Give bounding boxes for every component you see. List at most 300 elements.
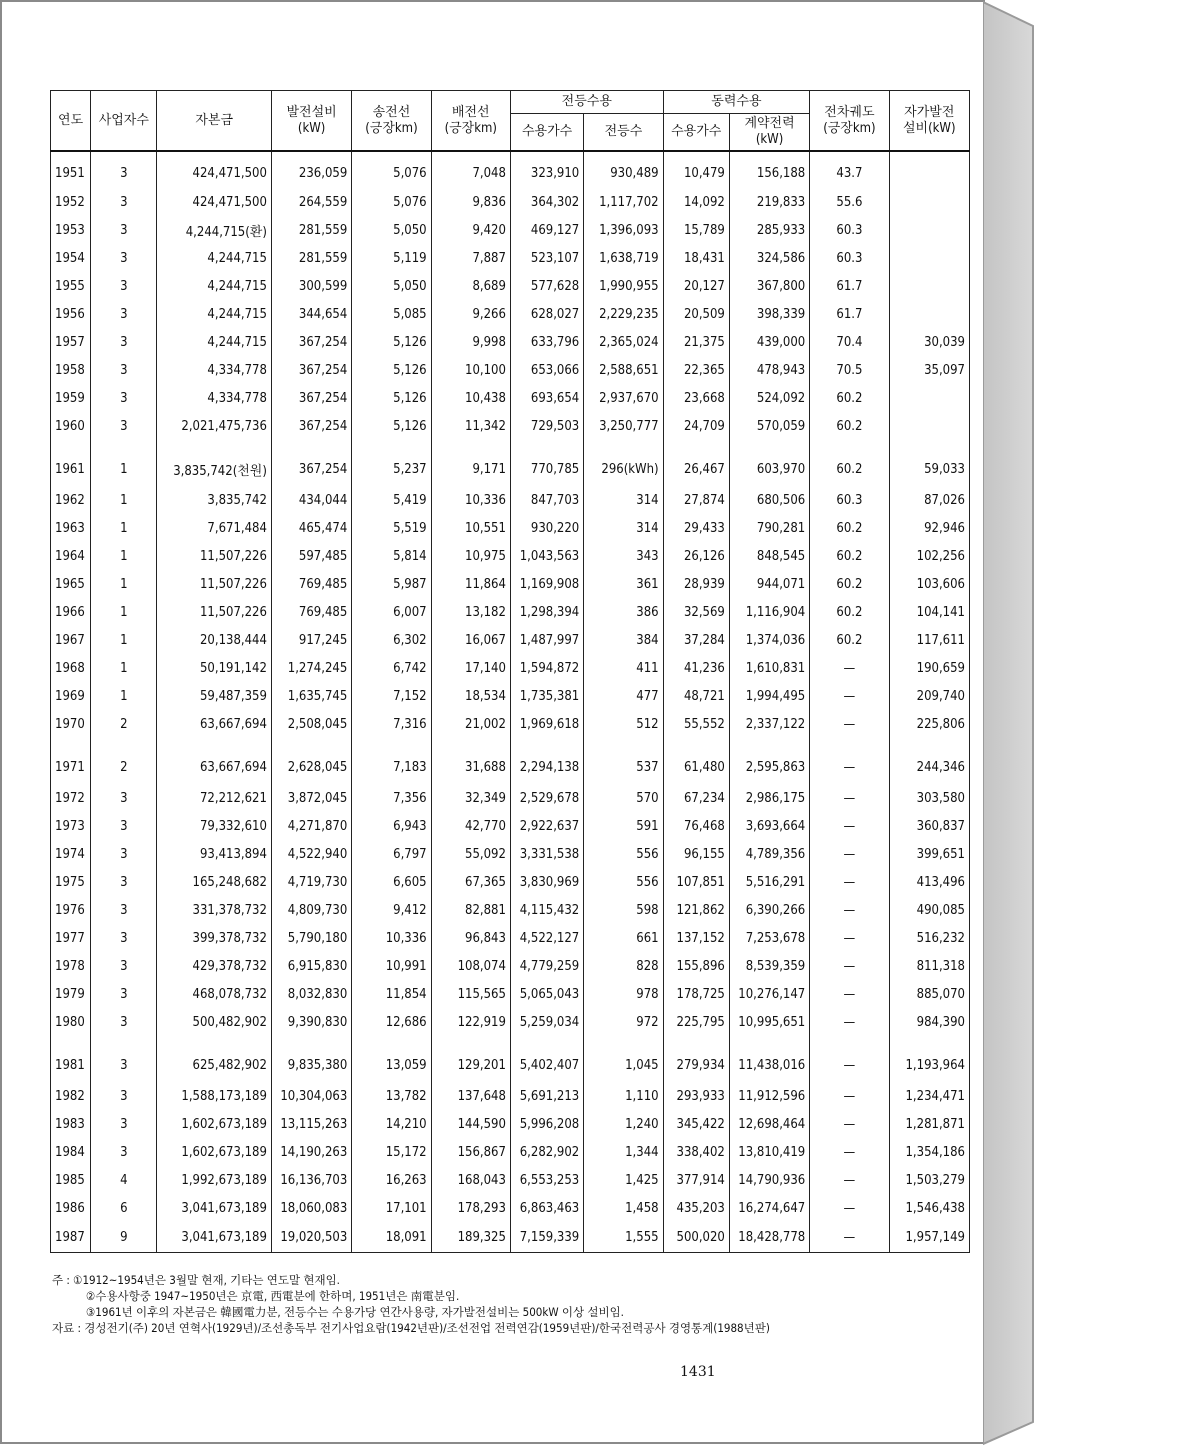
table-header <box>51 91 970 152</box>
table-row <box>51 626 970 654</box>
cell-power-customers: 27,874 <box>663 486 729 514</box>
cell-generation: 344,654 <box>271 300 351 328</box>
cell-operators: 3 <box>91 272 157 300</box>
cell-lighting-lamps: 314 <box>584 514 663 542</box>
table-row <box>51 1036 970 1082</box>
page-number: 1431 <box>680 1364 716 1380</box>
cell-private-gen: 225,806 <box>889 710 969 738</box>
cell-transmission: 5,237 <box>352 440 431 486</box>
cell-distribution: 10,100 <box>431 356 510 384</box>
cell-capital: 625,482,902 <box>157 1036 271 1082</box>
cell-tram: — <box>810 710 889 738</box>
cell-lighting-lamps: 477 <box>584 682 663 710</box>
cell-distribution: 55,092 <box>431 840 510 868</box>
cell-generation: 14,190,263 <box>271 1138 351 1166</box>
cell-lighting-lamps: 828 <box>584 952 663 980</box>
cell-private-gen: 244,346 <box>889 738 969 784</box>
cell-transmission: 5,050 <box>352 216 431 244</box>
cell-lighting-customers: 1,594,872 <box>510 654 583 682</box>
cell-lighting-customers: 633,796 <box>510 328 583 356</box>
col-private-gen: 자가발전 설비(kW) <box>889 91 969 152</box>
cell-operators: 4 <box>91 1166 157 1194</box>
cell-tram: — <box>810 682 889 710</box>
cell-transmission: 5,126 <box>352 328 431 356</box>
col-generation: 발전설비 (kW) <box>271 91 351 152</box>
table-row <box>51 710 970 738</box>
cell-lighting-lamps: 598 <box>584 896 663 924</box>
cell-operators: 3 <box>91 1036 157 1082</box>
cell-operators: 3 <box>91 868 157 896</box>
cell-operators: 3 <box>91 1082 157 1110</box>
cell-private-gen: 1,354,186 <box>889 1138 969 1166</box>
cell-capital: 424,471,500 <box>157 151 271 188</box>
cell-generation: 281,559 <box>271 244 351 272</box>
cell-lighting-customers: 577,628 <box>510 272 583 300</box>
cell-power-customers: 67,234 <box>663 784 729 812</box>
cell-power-contract: 14,790,936 <box>729 1166 809 1194</box>
cell-lighting-customers: 693,654 <box>510 384 583 412</box>
cell-power-contract: 398,339 <box>729 300 809 328</box>
cell-lighting-customers: 469,127 <box>510 216 583 244</box>
cell-capital: 7,671,484 <box>157 514 271 542</box>
col-power-customers: 수용가수 <box>663 114 729 152</box>
cell-transmission: 9,412 <box>352 896 431 924</box>
cell-distribution: 11,342 <box>431 412 510 440</box>
cell-capital: 1,602,673,189 <box>157 1110 271 1138</box>
cell-lighting-customers: 364,302 <box>510 188 583 216</box>
col-tram: 전차궤도 (긍장km) <box>810 91 889 152</box>
cell-generation: 264,559 <box>271 188 351 216</box>
cell-power-customers: 435,203 <box>663 1194 729 1222</box>
cell-distribution: 21,002 <box>431 710 510 738</box>
cell-power-contract: 848,545 <box>729 542 809 570</box>
col-transmission: 송전선 (긍장km) <box>352 91 431 152</box>
cell-power-customers: 37,284 <box>663 626 729 654</box>
cell-capital: 500,482,902 <box>157 1008 271 1036</box>
cell-tram: 60.2 <box>810 570 889 598</box>
cell-operators: 3 <box>91 1138 157 1166</box>
cell-power-contract: 10,276,147 <box>729 980 809 1008</box>
cell-operators: 3 <box>91 924 157 952</box>
cell-power-contract: 1,116,904 <box>729 598 809 626</box>
cell-generation: 367,254 <box>271 412 351 440</box>
cell-power-contract: 1,610,831 <box>729 654 809 682</box>
cell-distribution: 137,648 <box>431 1082 510 1110</box>
cell-private-gen: 360,837 <box>889 812 969 840</box>
cell-year: 1981 <box>51 1036 91 1082</box>
cell-lighting-lamps: 384 <box>584 626 663 654</box>
cell-distribution: 17,140 <box>431 654 510 682</box>
cell-generation: 4,271,870 <box>271 812 351 840</box>
table-row <box>51 328 970 356</box>
cell-generation: 1,274,245 <box>271 654 351 682</box>
cell-tram: — <box>810 896 889 924</box>
cell-generation: 19,020,503 <box>271 1222 351 1253</box>
cell-power-customers: 20,509 <box>663 300 729 328</box>
cell-generation: 281,559 <box>271 216 351 244</box>
cell-transmission: 5,126 <box>352 412 431 440</box>
cell-transmission: 5,419 <box>352 486 431 514</box>
cell-tram: — <box>810 812 889 840</box>
cell-tram: 61.7 <box>810 272 889 300</box>
cell-power-customers: 500,020 <box>663 1222 729 1253</box>
cell-tram: 60.2 <box>810 542 889 570</box>
col-power-contract: 계약전력 (kW) <box>729 114 809 152</box>
cell-generation: 367,254 <box>271 356 351 384</box>
cell-lighting-customers: 7,159,339 <box>510 1222 583 1253</box>
table-row <box>51 1138 970 1166</box>
cell-operators: 1 <box>91 542 157 570</box>
cell-capital: 4,334,778 <box>157 384 271 412</box>
cell-transmission: 13,782 <box>352 1082 431 1110</box>
cell-distribution: 115,565 <box>431 980 510 1008</box>
cell-power-customers: 137,152 <box>663 924 729 952</box>
cell-capital: 468,078,732 <box>157 980 271 1008</box>
table-row <box>51 980 970 1008</box>
cell-year: 1979 <box>51 980 91 1008</box>
cell-transmission: 6,605 <box>352 868 431 896</box>
table-row <box>51 300 970 328</box>
cell-power-contract: 8,539,359 <box>729 952 809 980</box>
cell-power-customers: 225,795 <box>663 1008 729 1036</box>
cell-lighting-customers: 6,553,253 <box>510 1166 583 1194</box>
cell-transmission: 5,126 <box>352 384 431 412</box>
cell-power-customers: 18,431 <box>663 244 729 272</box>
cell-lighting-customers: 1,298,394 <box>510 598 583 626</box>
cell-distribution: 10,438 <box>431 384 510 412</box>
cell-private-gen: 811,318 <box>889 952 969 980</box>
cell-power-contract: 5,516,291 <box>729 868 809 896</box>
table-row <box>51 216 970 244</box>
cell-distribution: 18,534 <box>431 682 510 710</box>
cell-lighting-customers: 847,703 <box>510 486 583 514</box>
cell-tram: — <box>810 738 889 784</box>
cell-capital: 50,191,142 <box>157 654 271 682</box>
cell-private-gen: 490,085 <box>889 896 969 924</box>
cell-lighting-customers: 5,065,043 <box>510 980 583 1008</box>
cell-lighting-customers: 5,402,407 <box>510 1036 583 1082</box>
cell-tram: — <box>810 1166 889 1194</box>
cell-capital: 3,041,673,189 <box>157 1222 271 1253</box>
cell-year: 1954 <box>51 244 91 272</box>
cell-power-contract: 570,059 <box>729 412 809 440</box>
cell-capital: 429,378,732 <box>157 952 271 980</box>
cell-power-customers: 279,934 <box>663 1036 729 1082</box>
cell-lighting-customers: 3,830,969 <box>510 868 583 896</box>
cell-operators: 3 <box>91 980 157 1008</box>
cell-distribution: 11,864 <box>431 570 510 598</box>
cell-power-customers: 338,402 <box>663 1138 729 1166</box>
notes <box>52 1272 982 1336</box>
cell-year: 1967 <box>51 626 91 654</box>
cell-lighting-customers: 5,691,213 <box>510 1082 583 1110</box>
cell-capital: 72,212,621 <box>157 784 271 812</box>
cell-power-contract: 7,253,678 <box>729 924 809 952</box>
cell-operators: 3 <box>91 188 157 216</box>
cell-capital: 1,992,673,189 <box>157 1166 271 1194</box>
cell-lighting-customers: 2,294,138 <box>510 738 583 784</box>
cell-distribution: 9,171 <box>431 440 510 486</box>
cell-generation: 6,915,830 <box>271 952 351 980</box>
cell-tram: — <box>810 980 889 1008</box>
cell-power-customers: 107,851 <box>663 868 729 896</box>
cell-power-contract: 2,595,863 <box>729 738 809 784</box>
cell-transmission: 5,076 <box>352 188 431 216</box>
cell-year: 1986 <box>51 1194 91 1222</box>
cell-power-contract: 6,390,266 <box>729 896 809 924</box>
cell-year: 1973 <box>51 812 91 840</box>
cell-distribution: 10,551 <box>431 514 510 542</box>
cell-year: 1951 <box>51 151 91 188</box>
cell-generation: 8,032,830 <box>271 980 351 1008</box>
cell-year: 1963 <box>51 514 91 542</box>
cell-operators: 3 <box>91 784 157 812</box>
cell-power-contract: 18,428,778 <box>729 1222 809 1253</box>
cell-distribution: 10,975 <box>431 542 510 570</box>
cell-distribution: 156,867 <box>431 1138 510 1166</box>
cell-private-gen <box>889 244 969 272</box>
cell-operators: 1 <box>91 598 157 626</box>
cell-lighting-customers: 1,735,381 <box>510 682 583 710</box>
cell-transmission: 6,943 <box>352 812 431 840</box>
cell-power-contract: 478,943 <box>729 356 809 384</box>
cell-transmission: 6,007 <box>352 598 431 626</box>
cell-generation: 367,254 <box>271 440 351 486</box>
cell-power-contract: 2,986,175 <box>729 784 809 812</box>
cell-distribution: 144,590 <box>431 1110 510 1138</box>
cell-private-gen: 117,611 <box>889 626 969 654</box>
cell-private-gen <box>889 412 969 440</box>
cell-power-contract: 367,800 <box>729 272 809 300</box>
table-row <box>51 1110 970 1138</box>
cell-power-contract: 16,274,647 <box>729 1194 809 1222</box>
cell-transmission: 13,059 <box>352 1036 431 1082</box>
cell-lighting-customers: 2,922,637 <box>510 812 583 840</box>
col-lighting-customers: 수용가수 <box>510 114 583 152</box>
col-operators: 사업자수 <box>91 91 157 152</box>
cell-private-gen: 190,659 <box>889 654 969 682</box>
cell-private-gen: 303,580 <box>889 784 969 812</box>
table-row <box>51 868 970 896</box>
table-row <box>51 440 970 486</box>
cell-tram: — <box>810 1036 889 1082</box>
table-row <box>51 188 970 216</box>
cell-tram: 60.3 <box>810 216 889 244</box>
cell-operators: 1 <box>91 514 157 542</box>
cell-operators: 1 <box>91 440 157 486</box>
cell-tram: 60.2 <box>810 626 889 654</box>
cell-lighting-customers: 523,107 <box>510 244 583 272</box>
note-2: ②수용사항중 1947~1950년은 京電, 西電분에 한하며, 1951년은 南電분임. <box>86 1289 460 1303</box>
cell-lighting-customers: 1,169,908 <box>510 570 583 598</box>
cell-lighting-customers: 6,282,902 <box>510 1138 583 1166</box>
page-thickness-edge <box>983 0 1037 1446</box>
cell-operators: 3 <box>91 812 157 840</box>
cell-power-customers: 10,479 <box>663 151 729 188</box>
cell-lighting-lamps: 930,489 <box>584 151 663 188</box>
cell-private-gen: 30,039 <box>889 328 969 356</box>
cell-capital: 59,487,359 <box>157 682 271 710</box>
cell-power-customers: 32,569 <box>663 598 729 626</box>
cell-capital: 4,244,715 <box>157 300 271 328</box>
cell-transmission: 7,356 <box>352 784 431 812</box>
cell-power-customers: 24,709 <box>663 412 729 440</box>
table-row <box>51 244 970 272</box>
cell-tram: 43.7 <box>810 151 889 188</box>
cell-transmission: 16,263 <box>352 1166 431 1194</box>
cell-distribution: 8,689 <box>431 272 510 300</box>
cell-private-gen <box>889 188 969 216</box>
cell-private-gen: 516,232 <box>889 924 969 952</box>
cell-transmission: 5,519 <box>352 514 431 542</box>
cell-year: 1952 <box>51 188 91 216</box>
col-group-lighting: 전등수용 <box>510 91 663 114</box>
cell-year: 1955 <box>51 272 91 300</box>
cell-lighting-lamps: 556 <box>584 868 663 896</box>
cell-transmission: 7,316 <box>352 710 431 738</box>
cell-operators: 3 <box>91 300 157 328</box>
cell-distribution: 9,420 <box>431 216 510 244</box>
cell-capital: 20,138,444 <box>157 626 271 654</box>
cell-power-customers: 55,552 <box>663 710 729 738</box>
cell-private-gen: 399,651 <box>889 840 969 868</box>
cell-year: 1974 <box>51 840 91 868</box>
cell-power-customers: 22,365 <box>663 356 729 384</box>
note-1: 주 : ①1912~1954년은 3월말 현재, 기타는 연도말 현재임. <box>52 1273 340 1287</box>
cell-lighting-customers: 1,043,563 <box>510 542 583 570</box>
cell-transmission: 6,302 <box>352 626 431 654</box>
cell-distribution: 7,048 <box>431 151 510 188</box>
cell-tram: 60.2 <box>810 412 889 440</box>
table-row <box>51 1082 970 1110</box>
cell-lighting-lamps: 2,365,024 <box>584 328 663 356</box>
cell-generation: 2,628,045 <box>271 738 351 784</box>
cell-tram: 55.6 <box>810 188 889 216</box>
cell-generation: 769,485 <box>271 570 351 598</box>
cell-lighting-lamps: 411 <box>584 654 663 682</box>
cell-transmission: 5,076 <box>352 151 431 188</box>
cell-transmission: 5,814 <box>352 542 431 570</box>
cell-private-gen <box>889 300 969 328</box>
cell-year: 1977 <box>51 924 91 952</box>
cell-capital: 63,667,694 <box>157 710 271 738</box>
cell-private-gen <box>889 384 969 412</box>
cell-tram: — <box>810 868 889 896</box>
cell-generation: 367,254 <box>271 328 351 356</box>
cell-capital: 4,244,715 <box>157 244 271 272</box>
cell-power-customers: 28,939 <box>663 570 729 598</box>
col-year: 연도 <box>51 91 91 152</box>
cell-power-contract: 944,071 <box>729 570 809 598</box>
cell-distribution: 32,349 <box>431 784 510 812</box>
cell-year: 1957 <box>51 328 91 356</box>
cell-tram: — <box>810 840 889 868</box>
cell-generation: 4,522,940 <box>271 840 351 868</box>
table-row <box>51 412 970 440</box>
cell-lighting-lamps: 1,110 <box>584 1082 663 1110</box>
cell-year: 1971 <box>51 738 91 784</box>
cell-capital: 4,334,778 <box>157 356 271 384</box>
cell-lighting-lamps: 1,638,719 <box>584 244 663 272</box>
cell-power-contract: 285,933 <box>729 216 809 244</box>
cell-lighting-lamps: 556 <box>584 840 663 868</box>
cell-transmission: 5,050 <box>352 272 431 300</box>
cell-lighting-lamps: 2,229,235 <box>584 300 663 328</box>
cell-operators: 1 <box>91 486 157 514</box>
cell-distribution: 122,919 <box>431 1008 510 1036</box>
cell-power-customers: 293,933 <box>663 1082 729 1110</box>
cell-operators: 3 <box>91 328 157 356</box>
cell-lighting-customers: 4,522,127 <box>510 924 583 952</box>
cell-power-customers: 155,896 <box>663 952 729 980</box>
cell-tram: — <box>810 1008 889 1036</box>
cell-generation: 769,485 <box>271 598 351 626</box>
table-row <box>51 784 970 812</box>
table-row <box>51 738 970 784</box>
cell-private-gen: 1,281,871 <box>889 1110 969 1138</box>
cell-operators: 3 <box>91 216 157 244</box>
cell-private-gen: 209,740 <box>889 682 969 710</box>
cell-lighting-customers: 1,969,618 <box>510 710 583 738</box>
cell-distribution: 9,266 <box>431 300 510 328</box>
cell-year: 1958 <box>51 356 91 384</box>
cell-operators: 9 <box>91 1222 157 1253</box>
cell-distribution: 9,998 <box>431 328 510 356</box>
table-row <box>51 1166 970 1194</box>
cell-power-contract: 324,586 <box>729 244 809 272</box>
cell-power-customers: 21,375 <box>663 328 729 356</box>
cell-generation: 917,245 <box>271 626 351 654</box>
cell-generation: 16,136,703 <box>271 1166 351 1194</box>
table-body <box>51 151 970 1253</box>
cell-tram: — <box>810 784 889 812</box>
cell-lighting-lamps: 570 <box>584 784 663 812</box>
cell-lighting-customers: 323,910 <box>510 151 583 188</box>
cell-generation: 4,809,730 <box>271 896 351 924</box>
table-row <box>51 272 970 300</box>
cell-operators: 3 <box>91 244 157 272</box>
cell-capital: 3,835,742(천원) <box>157 440 271 486</box>
cell-generation: 4,719,730 <box>271 868 351 896</box>
cell-distribution: 16,067 <box>431 626 510 654</box>
cell-year: 1965 <box>51 570 91 598</box>
cell-power-contract: 219,833 <box>729 188 809 216</box>
cell-power-customers: 23,668 <box>663 384 729 412</box>
cell-capital: 93,413,894 <box>157 840 271 868</box>
cell-generation: 367,254 <box>271 384 351 412</box>
cell-capital: 4,244,715 <box>157 272 271 300</box>
cell-lighting-lamps: 386 <box>584 598 663 626</box>
cell-generation: 9,835,380 <box>271 1036 351 1082</box>
cell-year: 1980 <box>51 1008 91 1036</box>
cell-year: 1960 <box>51 412 91 440</box>
cell-power-customers: 26,126 <box>663 542 729 570</box>
cell-lighting-customers: 5,996,208 <box>510 1110 583 1138</box>
cell-operators: 2 <box>91 710 157 738</box>
cell-year: 1969 <box>51 682 91 710</box>
cell-capital: 424,471,500 <box>157 188 271 216</box>
cell-capital: 165,248,682 <box>157 868 271 896</box>
cell-lighting-customers: 653,066 <box>510 356 583 384</box>
cell-capital: 3,835,742 <box>157 486 271 514</box>
cell-operators: 6 <box>91 1194 157 1222</box>
cell-tram: 60.3 <box>810 244 889 272</box>
cell-generation: 1,635,745 <box>271 682 351 710</box>
cell-operators: 1 <box>91 626 157 654</box>
cell-capital: 331,378,732 <box>157 896 271 924</box>
cell-private-gen: 984,390 <box>889 1008 969 1036</box>
cell-tram: — <box>810 1110 889 1138</box>
